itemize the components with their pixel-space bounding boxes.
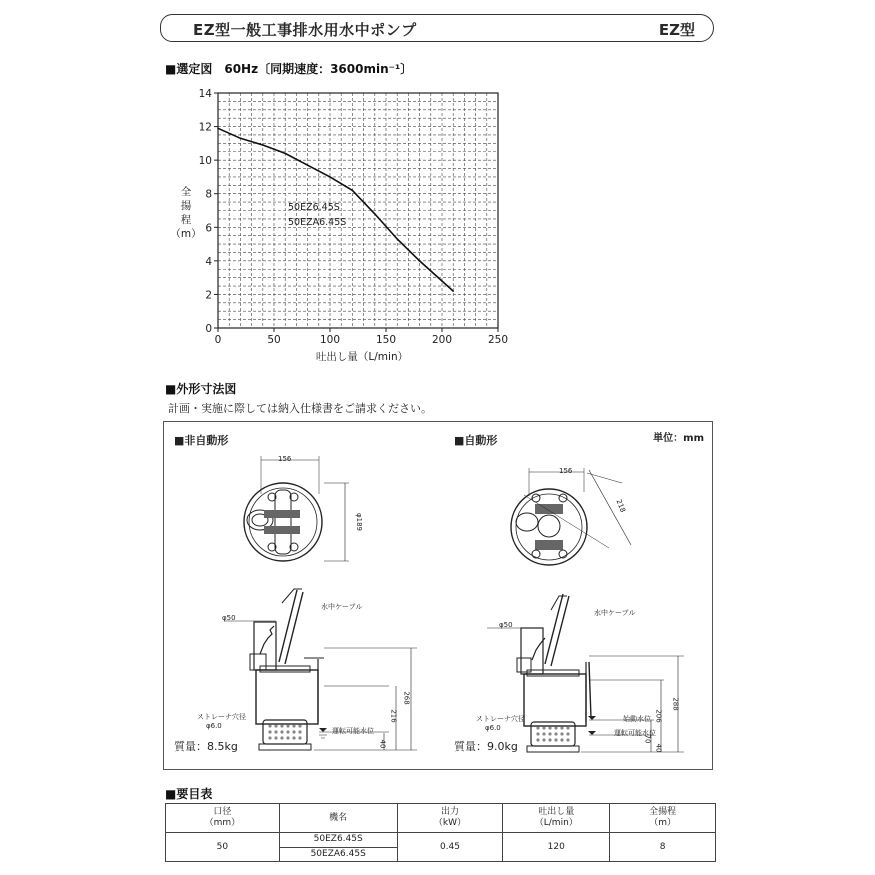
spec-section-title: ■要目表	[165, 787, 213, 801]
auto-mass: 質量：9.0kg	[454, 740, 518, 753]
auto-dim-h3: 70	[643, 734, 652, 744]
y-tick-label: 2	[205, 289, 212, 302]
series-point	[284, 153, 286, 155]
y-axis-label-1: 全	[180, 186, 192, 198]
non-auto-label: ■非自動形	[174, 434, 229, 447]
auto-water-level: 運転可能水位	[614, 729, 656, 737]
header-model: 機名	[279, 804, 397, 833]
cell-head: 8	[610, 833, 716, 862]
x-tick-label: 50	[267, 334, 281, 346]
header-bore: 口径 （mm）	[166, 804, 280, 833]
non-auto-dim-width: 156	[278, 455, 292, 463]
non-auto-cable-label: 水中ケーブル	[321, 603, 363, 611]
spec-table	[165, 803, 716, 862]
non-auto-dim-dia: φ189	[354, 513, 363, 531]
auto-cable-label: 水中ケーブル	[594, 609, 636, 617]
header-flow: 吐出し量 （L/min）	[503, 804, 610, 833]
series-point	[307, 164, 309, 166]
cell-flow: 120	[503, 833, 610, 862]
auto-strainer-dia: φ6.0	[485, 724, 501, 732]
outline-drawing-frame	[163, 421, 713, 770]
auto-dim-h1: 288	[671, 697, 680, 711]
x-tick-label: 200	[431, 334, 453, 346]
y-tick-label: 0	[205, 323, 212, 335]
x-axis-label: 吐出し量（L/min）	[315, 351, 409, 363]
non-auto-strainer-dia: φ6.0	[206, 722, 222, 730]
outline-note: 計画・実施に際しては納入仕様書をご請求ください。	[168, 402, 432, 415]
page-title: EZ型一般工事排水用水中ポンプ	[193, 21, 417, 39]
cell-model-2: 50EZA6.45S	[279, 847, 397, 862]
outline-section-title: ■外形寸法図	[165, 382, 237, 396]
series-point	[352, 190, 354, 192]
series-point	[374, 213, 376, 215]
series-point	[240, 138, 242, 140]
spec-header-row	[166, 804, 716, 833]
auto-dim-diag: 218	[614, 498, 627, 514]
header-output: 出力 （kW）	[397, 804, 503, 833]
model-badge: EZ型	[658, 21, 695, 39]
non-auto-dim-h2: 216	[389, 709, 398, 723]
model-annotation-2: 50EZA6.45S	[288, 217, 347, 228]
y-tick-label: 4	[205, 255, 212, 268]
non-auto-mass: 質量：8.5kg	[174, 740, 238, 753]
x-tick-label: 0	[214, 334, 222, 346]
series-point	[396, 238, 398, 240]
auto-start-water-level: 始動水位	[623, 715, 651, 723]
cell-model-1: 50EZ6.45S	[279, 833, 397, 848]
auto-label: ■自動形	[454, 434, 498, 447]
auto-dim-width: 156	[559, 467, 573, 475]
x-tick-label: 250	[487, 334, 509, 346]
series-point	[441, 280, 443, 282]
chart-grid	[218, 93, 498, 328]
header-head: 全揚程 （m）	[610, 804, 716, 833]
cell-bore: 50	[166, 833, 280, 862]
table-row	[166, 833, 716, 848]
non-auto-water-level: 運転可能水位	[332, 727, 374, 735]
y-axis-label-3: 程	[180, 214, 192, 226]
x-tick-label: 150	[375, 334, 397, 346]
y-tick-label: 12	[198, 121, 212, 134]
auto-dim-outlet: φ50	[499, 621, 513, 629]
unit-label: 単位：mm	[653, 433, 704, 444]
x-tick-label: 100	[319, 334, 341, 346]
series-point	[452, 290, 454, 292]
selection-section-title: ■選定図 60Hz〔同期速度：3600min⁻¹〕	[165, 62, 413, 76]
auto-dim-h2: 206	[654, 709, 663, 723]
performance-chart	[170, 85, 520, 370]
header-banner	[160, 14, 714, 42]
cell-output: 0.45	[397, 833, 503, 862]
y-tick-label: 6	[205, 222, 212, 235]
series-point	[217, 127, 219, 129]
non-auto-dim-h3: 40	[378, 739, 387, 749]
auto-dim-h4: 40	[654, 743, 663, 753]
series-point	[329, 176, 331, 178]
model-annotation-1: 50EZ6.45S	[288, 202, 340, 213]
auto-strainer-label: ストレーナ穴径	[476, 715, 525, 723]
y-tick-label: 14	[198, 88, 212, 100]
non-auto-strainer-label: ストレーナ穴径	[197, 713, 246, 721]
series-point	[262, 144, 264, 146]
non-auto-dim-h1: 268	[402, 691, 411, 705]
y-tick-label: 10	[198, 155, 212, 168]
y-tick-label: 8	[205, 188, 212, 201]
y-axis-label-2: 揚	[180, 200, 192, 212]
series-point	[419, 260, 421, 262]
non-auto-dim-outlet: φ50	[222, 614, 236, 622]
y-axis-label-unit: （m）	[170, 228, 202, 240]
